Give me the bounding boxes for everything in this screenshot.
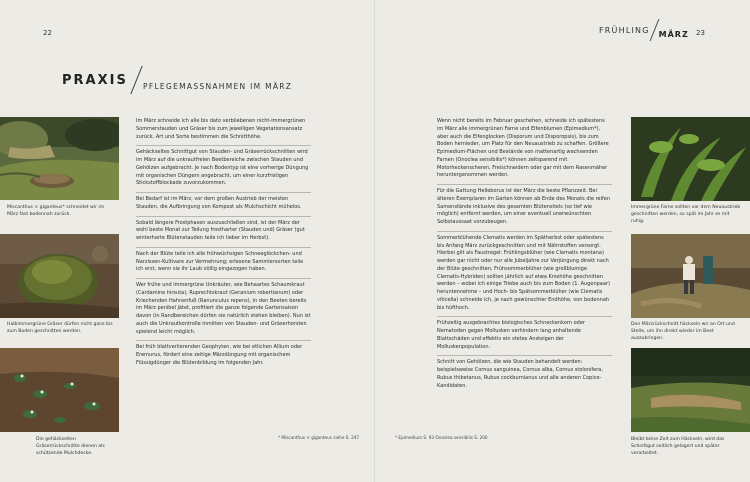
paragraph: Bei früh blattverlierenden Geophyten, wie bei etlichen Allium oder Eremurus, fördert eine zeitige Märzdüngung mit organischem Flüssigdünger die Blütenbildung im folgenden Jahr. — [136, 344, 303, 366]
heading-subtitle: PFLEGEMASSNAHMEN IM MÄRZ — [143, 81, 293, 91]
paragraph: Gehäckseltes Schnittgut von Stauden- und Gräserrückschnitten wird im März auf die unkrautfreien Beetbereiche zwischen Stauden und Gehölzen aufgebracht. Je nach Bodentyp ist eine vorherige Düngung mit organischen Düngern angebracht, um einer kurzfristigen Stickstoffblockade zuvorzukommen. — [136, 146, 311, 193]
section-heading — [62, 66, 292, 94]
paragraph: Nach der Blüte teile ich alle frühwüchsigen Schneeglöckchen- und Narzissen-Kultivare zur Vermehrung; erlesene Sammlersorten teile ich erst, wenn sie ihr Laub völlig eingezogen haben. — [136, 248, 311, 279]
grass-clump-photo — [0, 234, 119, 318]
fern-foliage-photo — [631, 117, 750, 201]
paragraph: Für die Gattung Helleborus ist der März die beste Pflanzzeit. Bei älteren Exemplaren im Garten können ab Ende des Monats die reifen Samenstände inklusive des gesamten Blütenstiels (so tief wie möglich) entfernt werden, um einer eventuell unerwünschten Selbstaussaat vorzubeugen. — [437, 185, 612, 232]
caption-fern: Immergrüne Farne sollten vor dem Neuaustrieb geschnitten werden, so spät im Jahr es mit ruhig. — [631, 205, 741, 224]
caption-stored-material: Bleibt keine Zeit zum Häckseln, wird das Schnittgut seitlich gelagert und später verarbeitet. — [631, 437, 725, 456]
paragraph: Schnitt von Gehölzen, die wie Stauden behandelt werden: beispielsweise Cornus sanguinea, Cornus alba, Cornus stolonifera, Rubus thibetanus, Rubus cockburnianus und alle anderen Copice-Kandidaten. — [437, 359, 603, 389]
chapter-month: MÄRZ — [658, 29, 689, 39]
paragraph: Frühzeitig ausgebrachtes biologisches Schneckenkorn oder Nematoden gegen Mollusken verhindern lang anhaltende Blattschäden und effektiv ein stetes Ansteigen der Molluskenpopulation. — [437, 317, 612, 356]
heading-title: PRAXIS — [62, 72, 128, 88]
footnote-left: * Miscanthus × giganteus siehe S. 247 — [278, 435, 360, 440]
paragraph: Im März schneide ich alle bis dato verbliebenen nicht-immergrünen Sommerstauden und Gräser bis zum jeweiligen Vegetationsansatz zurück. Art und Sorte bestimmen die Schnitthöhe. — [136, 115, 311, 146]
footnote-right: * Epimedium S. 93 Onoclea sensibilis S. 200 — [395, 435, 488, 440]
text-column-right — [437, 115, 612, 394]
gardener-shredding-photo — [631, 234, 750, 318]
book-gutter — [374, 0, 376, 482]
caption-shredding: Den Märzrückschnitt häckseln wir an Ort und Stelle, um ihn direkt wieder im Beet auszubringen. — [631, 322, 735, 341]
caption-grass: Halbimmergrüne Gräser dürfen nicht ganz bis zum Boden geschnitten werden. — [7, 322, 113, 334]
page-number-left: 22 — [43, 29, 52, 37]
paragraph: Wer frühe und immergrüne Unkräuter, wie Behaartes Schaumkraut (Cardamine hirsuta), Ruprechtskraut (Geranium robertianum) oder Kriechenden Hahnenfuß (Ranunculus repens), in den Beeten bereits im März penibel jätet, profitiert die ganze folgende Gartensaison davon (in Randbereichen dürfen sie natürlich stehen bleiben). Nun ist auch die Unkrautkontrolle inmitten von Stauden- und Gräserhorsten spielend leicht möglich. — [136, 279, 311, 341]
caption-mulch: Die gehäckselten Gräserrückschnitte dienen als schützende Mulchdecke. — [36, 437, 105, 456]
heading-slash — [130, 66, 143, 94]
chapter-marker — [599, 20, 689, 40]
chapter-section: FRÜHLING — [599, 25, 650, 35]
paragraph: Sommerblühende Clematis werden im Spätherbst oder spätestens bis Anfang März zurückgeschnitten und mit Nährstoffen versorgt. Hierbei gilt als Faustregel: Frühlingsblüher (wie Clematis montana) werden gar nicht oder nur alle Jubeljahre zur Verjüngung direkt nach der Blüte geschnitten, Frühsommerblüher (wie großblumige Clematis-Hybriden) sollten jährlich auf etwa Kniehöhe geschnitten werden – wobei ich einige Triebe auch bis zum Boden (1. Augenpaar) heruntennehme – und Hoch- bis Spätsommerblüher (wie Clematis viticella) schneide ich, je nach gewünschter Endhöhe, von bodennah bis hüfthoch. — [437, 232, 612, 318]
paragraph: Sobald längere Frostphasen auszuschließen sind, ist der März der wohl beste Monat zur Teilung frostharter (Stauden und) Gräser (gut winterharte Blütenstauden teile ich lieber im Herbst). — [136, 217, 311, 248]
chapter-slash — [649, 19, 659, 41]
paragraph: Wenn nicht bereits im Februar geschehen, schneide ich spätestens im März alle immergrünen Farne und Elfenblumen (Epimedium*), aber auch die Elfenglocken (Disporum und Disporopsis), bis zum Boden hernieder, um Platz für den Neuaustrieb zu schaffen. Größere Epimedium-Flächen und Bestände von mattenartig wachsenden Farnen (Onoclea sensibilis*) können zeitsparend mit Motorheckenscheren, Freischneidern oder gar mit dem Rasenmäher heruntergenommen werden. — [437, 115, 612, 185]
text-column-left — [136, 115, 311, 372]
miscanthus-garden-photo — [0, 117, 119, 200]
caption-miscanthus: Miscanthus × giganteus* schneidet wir im März fast bodennah zurück. — [7, 205, 105, 217]
snowdrops-mulch-photo — [0, 348, 119, 432]
page-number-right: 23 — [696, 29, 705, 37]
paragraph: Bei Bedarf ist im März, vor dem großen Austrieb der meisten Stauden, die Aufbringung von Kompost als Mulchschicht mühelos. — [136, 193, 311, 217]
cut-material-bed-photo — [631, 348, 750, 432]
